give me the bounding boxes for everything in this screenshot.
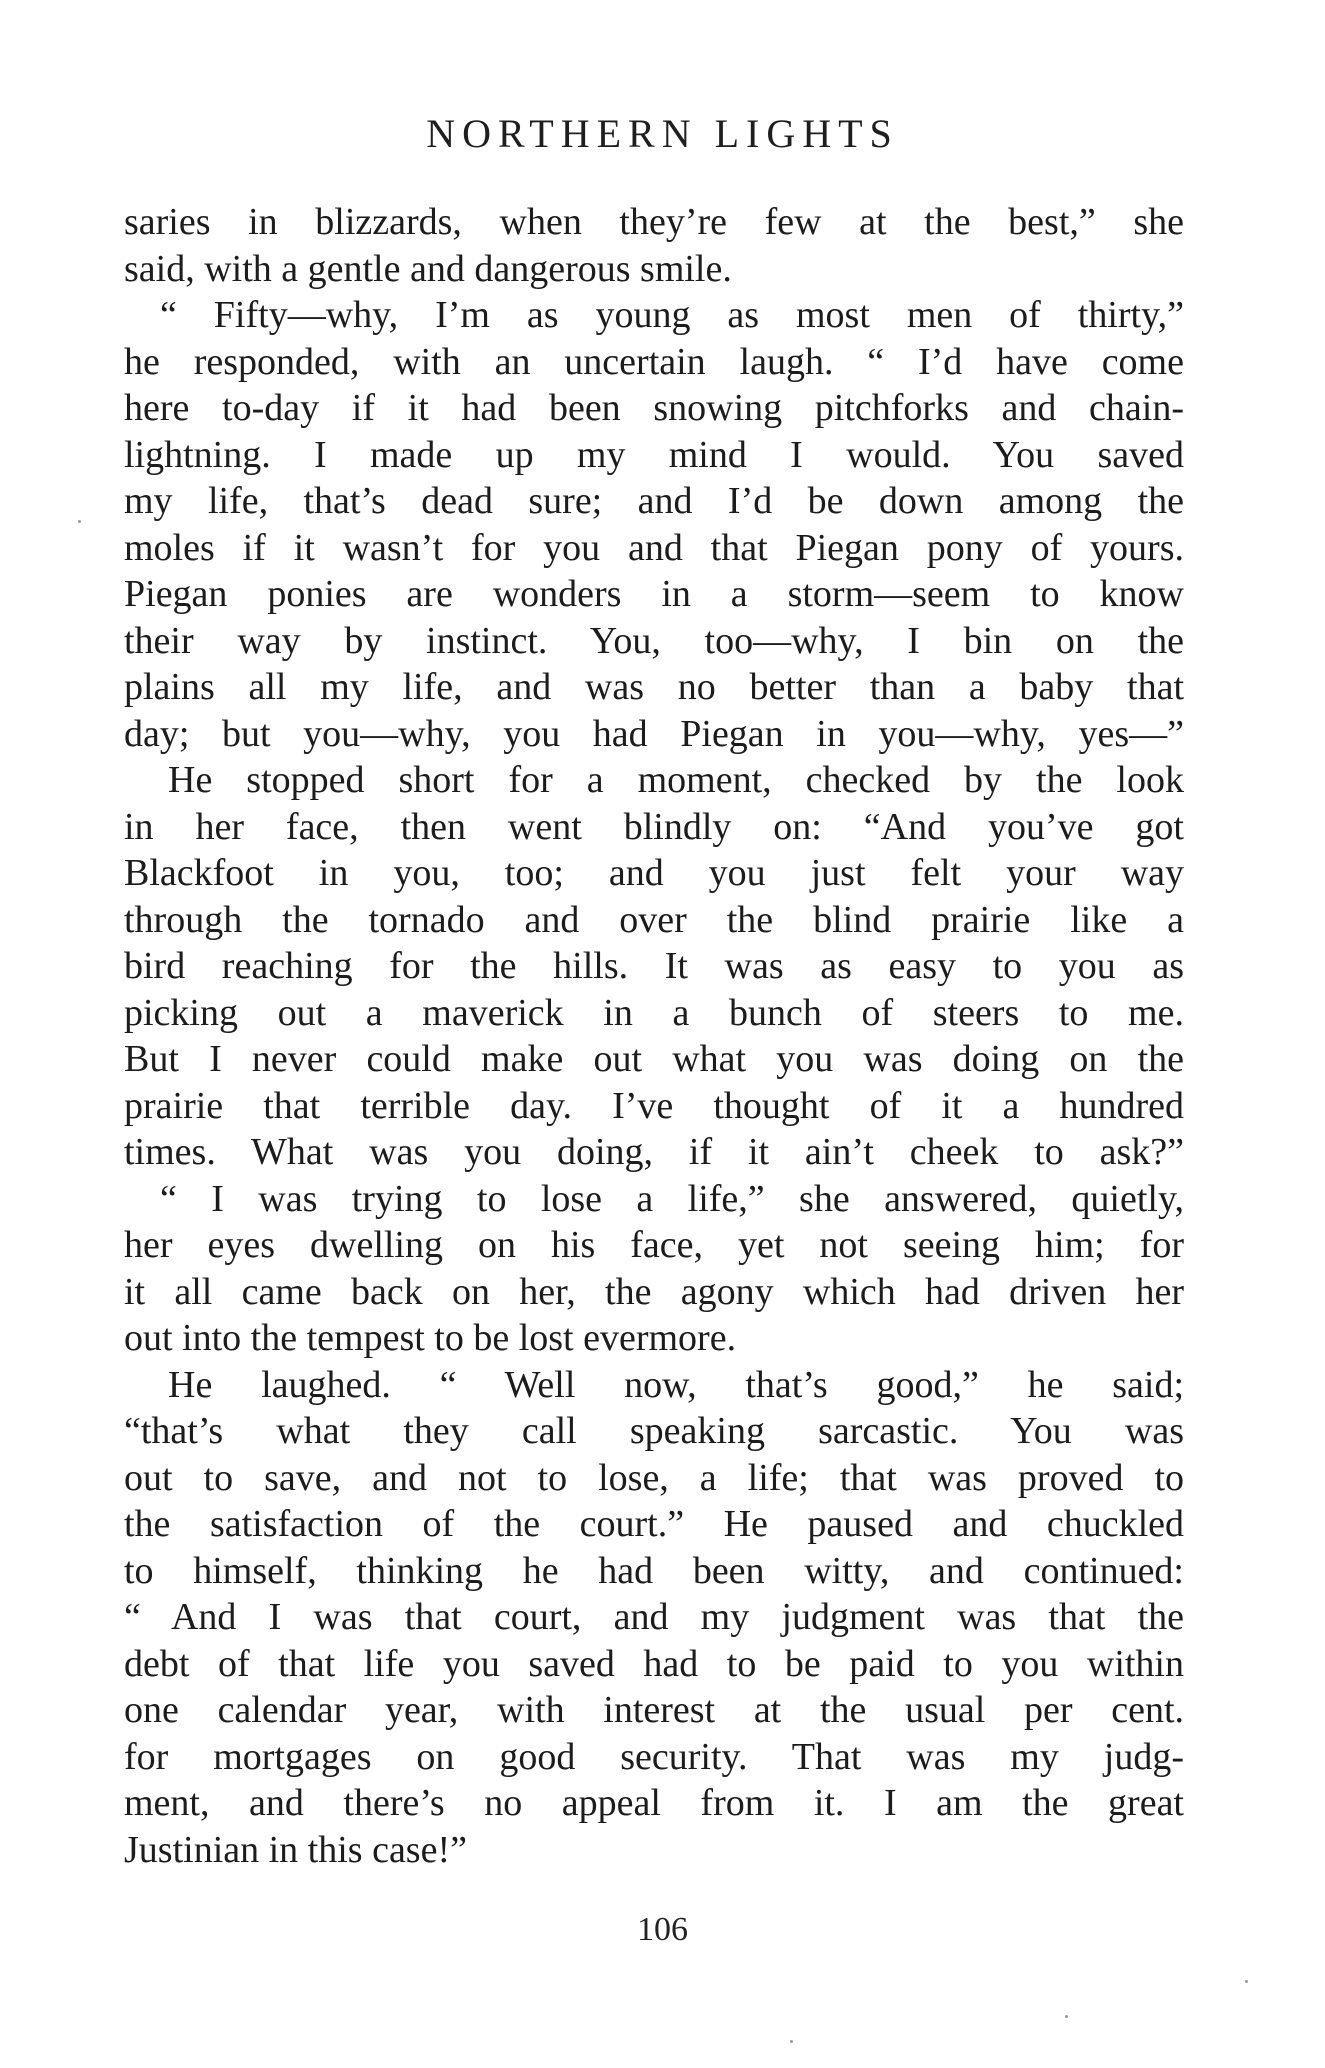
text-line: times. What was you doing, if it ain’t cheek to ask?” xyxy=(124,1131,1184,1173)
text-line: said, with a gentle and dangerous smile. xyxy=(124,247,732,290)
body-text xyxy=(124,199,1184,1873)
text-line: He stopped short for a moment, checked by the look xyxy=(168,759,1184,801)
paper-speck xyxy=(790,2040,793,2043)
text-line: it all came back on her, the agony which had driven her xyxy=(124,1270,1184,1313)
text-line: the satisfaction of the court.” He paused and chuckled xyxy=(124,1503,1184,1545)
text-line: bird reaching for the hills. It was as easy to you as xyxy=(124,945,1184,987)
text-line: He laughed. “ Well now, that’s good,” he said; xyxy=(168,1363,1184,1406)
text-line: saries in blizzards, when they’re few at the best,” she xyxy=(124,201,1184,243)
text-line: to himself, thinking he had been witty, and continued: xyxy=(124,1549,1184,1592)
text-line: Justinian in this case!” xyxy=(124,1828,467,1871)
text-line: “that’s what they call speaking sarcastic. You was xyxy=(124,1410,1184,1452)
paper-speck xyxy=(1245,1980,1248,1983)
text-line: Blackfoot in you, too; and you just felt your way xyxy=(124,852,1184,894)
text-line: out into the tempest to be lost evermore. xyxy=(124,1317,737,1359)
text-line: “ I was trying to lose a life,” she answered, quietly, xyxy=(160,1177,1184,1220)
text-line: her eyes dwelling on his face, yet not seeing him; for xyxy=(124,1224,1184,1266)
running-head: NORTHERN LIGHTS xyxy=(426,111,899,156)
page-number: 106 xyxy=(637,1911,688,1948)
text-line: “ And I was that court, and my judgment was that the xyxy=(124,1596,1184,1638)
text-line: in her face, then went blindly on: “And you’ve got xyxy=(124,805,1184,848)
text-line: day; but you—why, you had Piegan in you—why, yes—” xyxy=(124,712,1184,755)
text-line: Piegan ponies are wonders in a storm—seem to know xyxy=(124,573,1184,615)
paper-speck xyxy=(78,520,81,523)
text-line: prairie that terrible day. I’ve thought of it a hundred xyxy=(124,1084,1184,1127)
text-line: debt of that life you saved had to be paid to you within xyxy=(124,1642,1184,1685)
text-line: my life, that’s dead sure; and I’d be down among the xyxy=(124,480,1184,522)
text-line: plains all my life, and was no better than a baby that xyxy=(124,666,1184,708)
text-line: he responded, with an uncertain laugh. “ I’d have come xyxy=(124,340,1184,383)
text-line: for mortgages on good security. That was my judg- xyxy=(124,1735,1184,1778)
text-line: through the tornado and over the blind prairie like a xyxy=(124,898,1184,941)
paper-speck xyxy=(1065,2015,1068,2018)
text-line: here to-day if it had been snowing pitchforks and chain- xyxy=(124,387,1184,429)
text-line: lightning. I made up my mind I would. You saved xyxy=(124,433,1184,476)
text-line: ment, and there’s no appeal from it. I am the great xyxy=(124,1782,1184,1824)
text-line: But I never could make out what you was doing on the xyxy=(124,1038,1184,1080)
text-line: “ Fifty—why, I’m as young as most men of thirty,” xyxy=(160,294,1184,336)
text-line: moles if it wasn’t for you and that Piegan pony of yours. xyxy=(124,526,1184,569)
text-line: out to save, and not to lose, a life; that was proved to xyxy=(124,1456,1184,1499)
text-line: one calendar year, with interest at the usual per cent. xyxy=(124,1689,1184,1731)
text-line: their way by instinct. You, too—why, I bin on the xyxy=(124,619,1184,662)
text-line: picking out a maverick in a bunch of steers to me. xyxy=(124,991,1184,1034)
